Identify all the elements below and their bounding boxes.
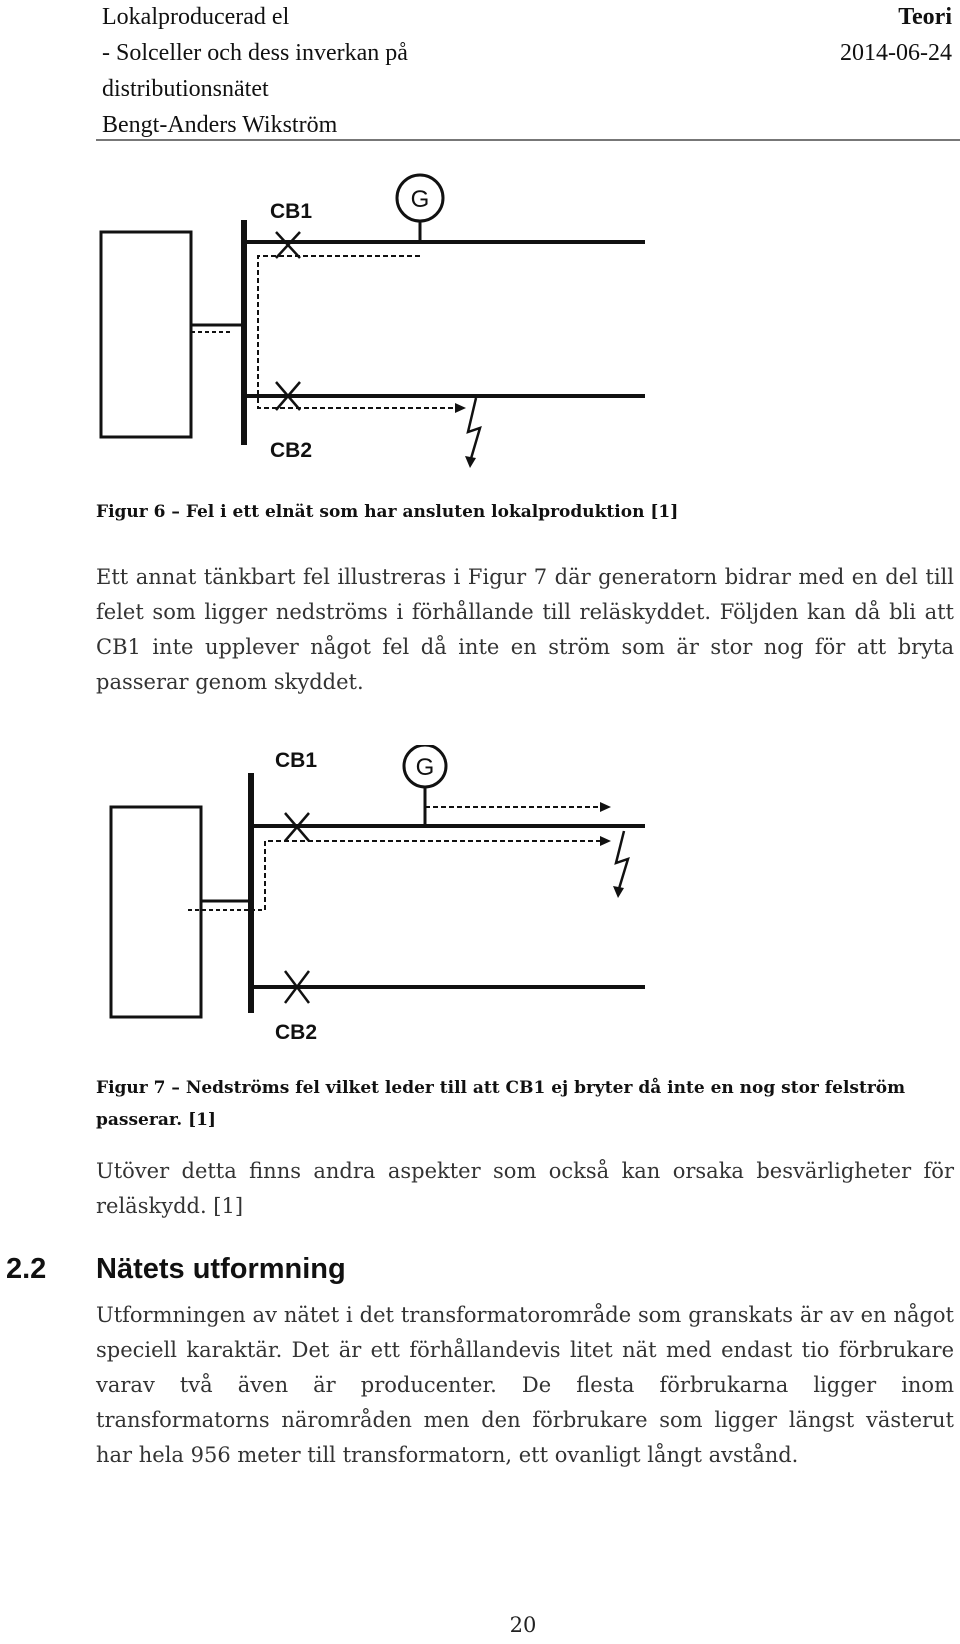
paragraph-2: Utöver detta finns andra aspekter som också kan orsaka besvärligheter för reläskydd. [1] bbox=[96, 1159, 954, 1218]
section-heading bbox=[6, 1251, 346, 1287]
header-section-title: Teori bbox=[898, 4, 952, 30]
figure-6-caption: Figur 6 – Fel i ett elnät som har ansluten lokalproduktion [1] bbox=[96, 502, 679, 522]
fault-symbol bbox=[468, 398, 480, 462]
fault-symbol-tip bbox=[465, 456, 476, 468]
cb2-label: CB2 bbox=[270, 439, 313, 462]
figure-7-caption: Figur 7 – Nedströms fel vilket leder till att CB1 ej bryter då inte en nog stor felström passerar. [1] bbox=[96, 1078, 906, 1130]
fault-current-arrow bbox=[455, 403, 466, 413]
header-line-2: - Solceller och dess inverkan på bbox=[102, 40, 408, 66]
station-box bbox=[111, 807, 201, 1017]
header-line-4: Bengt-Anders Wikström bbox=[102, 112, 338, 138]
header-left bbox=[102, 0, 408, 143]
figure-7-diagram bbox=[0, 745, 960, 1050]
station-box bbox=[101, 232, 191, 437]
station-fault-current-arrow bbox=[600, 836, 611, 846]
cb1-label: CB1 bbox=[270, 200, 313, 223]
generator-label: G bbox=[410, 186, 430, 213]
page-number: 20 bbox=[509, 1613, 537, 1637]
generator-fault-current-arrow bbox=[600, 802, 611, 812]
header-right bbox=[840, 0, 952, 71]
header-line-1: Lokalproducerad el bbox=[102, 4, 290, 30]
header-line-3: distributionsnätet bbox=[102, 76, 269, 102]
paragraph-1: Ett annat tänkbart fel illustreras i Figur 7 där generatorn bidrar med en del till felet som ligger nedströms i förhållande till reläskyddet. Följden kan då bli att CB1 inte upplever något fel då inte en ström som är stor nog för att bryta passerar genom skyddet. bbox=[96, 565, 954, 694]
cb2-label: CB2 bbox=[275, 1021, 318, 1044]
figure-6-diagram bbox=[0, 170, 960, 475]
fault-current-path bbox=[258, 256, 455, 408]
figure-6 bbox=[0, 170, 960, 475]
header-divider bbox=[96, 139, 960, 141]
cb1-label: CB1 bbox=[275, 749, 318, 772]
section-title: Nätets utformning bbox=[96, 1253, 346, 1285]
section-body: Utformningen av nätet i det transformatorområde som granskats är av en något speciell karaktär. Det är ett förhållandevis litet nät med endast tio förbrukare varav två även är producenter. De flesta förbrukarna ligger inom transformatorns närområden men den förbrukare som ligger längst västerut har hela 956 meter till transformatorn, ett ovanligt långt avstånd. bbox=[96, 1303, 954, 1467]
fault-symbol-tip bbox=[613, 886, 624, 898]
section-number: 2.2 bbox=[6, 1253, 47, 1285]
fault-symbol bbox=[616, 831, 628, 892]
header-date: 2014-06-24 bbox=[840, 40, 952, 66]
station-fault-current-path bbox=[265, 841, 600, 910]
figure-7 bbox=[0, 745, 960, 1050]
generator-label: G bbox=[415, 754, 435, 781]
